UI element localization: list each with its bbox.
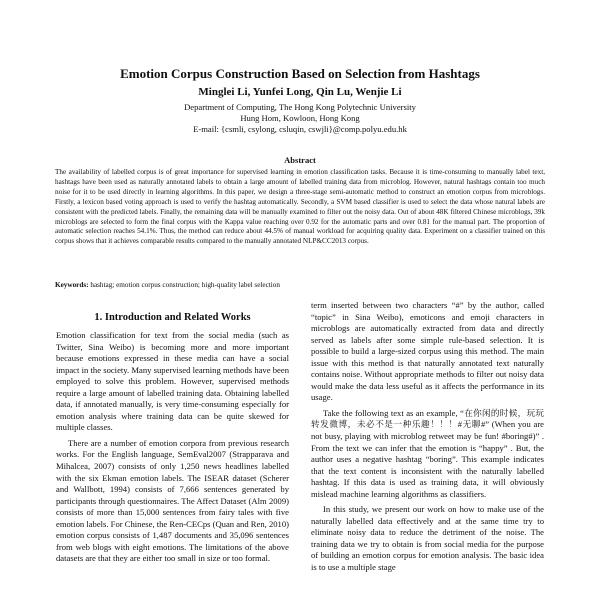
paragraph: Take the following text as an example, “在你闲的时候，玩玩转发微博，未必不是一种乐趣！！！#无聊#” (When you are not busy, playing with microblog retweet may be fun! #boring#)” . From the text we can infer that the emotion is “happy” . But, the author uses a negative hashtag “boring”. This example indicates that the text content is inconsistent with the naturally labelled hashtag. If this data is used as training data, it will obviously mislead machine learning algorithms as classifiers. xyxy=(311,407,544,499)
abstract-text: The availability of labelled corpus is of great importance for supervised learning in emotion classification tasks. Because it is time-consuming to manually label text, hashtags have been used as naturally annotated labels to obtain a large amount of labelled training data from microblog. However, natural hashtags contain too much noise for it to be used directly in learning algorithms. In this paper, we design a three-stage semi-automatic method to construct an emotion corpus from microblogs. Firstly, a lexicon based voting approach is used to verify the hashtag automatically. Secondly, a SVM based classifier is used to select the data whose natural labels are consistent with the predicted labels. Finally, the remaining data will be manually examined to filter out the noisy data. Out of about 48K filtered Chinese microblogs, 39k microblogs are selected to form the final corpus with the Kappa value reaching over 0.92 for the automatic parts and over 0.81 for the manual part. The proportion of automatic selection reaches 54.1%. Thus, the method can reduce about 44.5% of manual workload for acquiring quality data. Experiment on a classifier trained on this corpus shows that it achieves comparable results compared to the manually annotated NLP&CC2013 corpus. xyxy=(55,168,545,246)
paragraph: There are a number of emotion corpora from previous research works. For the English language, SemEval2007 (Strapparava and Mihalcea, 2007) consists of only 1,250 news headlines labelled with the six Ekman emotion labels. The ISEAR dataset (Scherer and Wallbott, 1994) consists of 7,666 sentences generated by participants through questionnaires. The Affect Dataset (Alm 2009) consists of more than 15,000 sentences from fairy tales with five emotion labels. For Chinese, the Ren-CECps (Quan and Ren, 2010) emotion corpus consists of 1,487 documents and 35,096 sentences from web blogs with eight emotions. The limitations of the above datasets are that they are either too small in size or too formal. xyxy=(56,437,289,564)
left-column xyxy=(56,330,289,565)
keywords-text: hashtag; emotion corpus construction; high-quality label selection xyxy=(90,281,280,289)
abstract-heading: Abstract xyxy=(284,155,316,165)
paragraph: In this study, we present our work on how to make use of the naturally labelled data effectively and at the same time try to eliminate noisy data to reduce the detriment of the noise. The training data we try to obtain is from social media for the purpose of building an emotion corpus for emotion analysis. The basic idea is to use a multiple stage xyxy=(311,504,544,573)
affiliation-email: E-mail: {csmli, csylong, csluqin, cswjli}@comp.polyu.edu.hk xyxy=(193,124,407,134)
paper-authors: Minglei Li, Yunfei Long, Qin Lu, Wenjie Li xyxy=(198,86,402,98)
right-column xyxy=(311,300,544,574)
affiliation-address: Hung Hom, Kowloon, Hong Kong xyxy=(240,113,360,123)
keywords-label: Keywords: xyxy=(55,281,89,289)
paragraph: term inserted between two characters “#” by the author, called “topic” in Sina Weibo), emoticons and emoji characters in microblogs are automatically extracted from data and directly served as labels after some simple rule-based selection. It is possible to build a large-sized corpus using this method. The main issue with this method is that naturally annotated text naturally contains noise. Without appropriate methods to filter out noisy data would make the data less useful as it affects the performance in its usage. xyxy=(311,300,544,403)
affiliation-department: Department of Computing, The Hong Kong Polytechnic University xyxy=(184,102,416,112)
paragraph: Emotion classification for text from the social media (such as Twitter, Sina Weibo) is becoming more and more important because emotions expressed in these media can have a social impact in the society. Many supervised learning methods have been employed to solve this problem. However, supervised methods require a large amount of labelled training data. Obtaining labelled data, if annotated manually, is very time-consuming especially for emotion analysis where training data can be quite skewed for multiple classes. xyxy=(56,330,289,433)
paper-title: Emotion Corpus Construction Based on Selection from Hashtags xyxy=(120,66,480,81)
section-heading: 1. Introduction and Related Works xyxy=(94,312,251,323)
keywords-line xyxy=(55,280,545,290)
